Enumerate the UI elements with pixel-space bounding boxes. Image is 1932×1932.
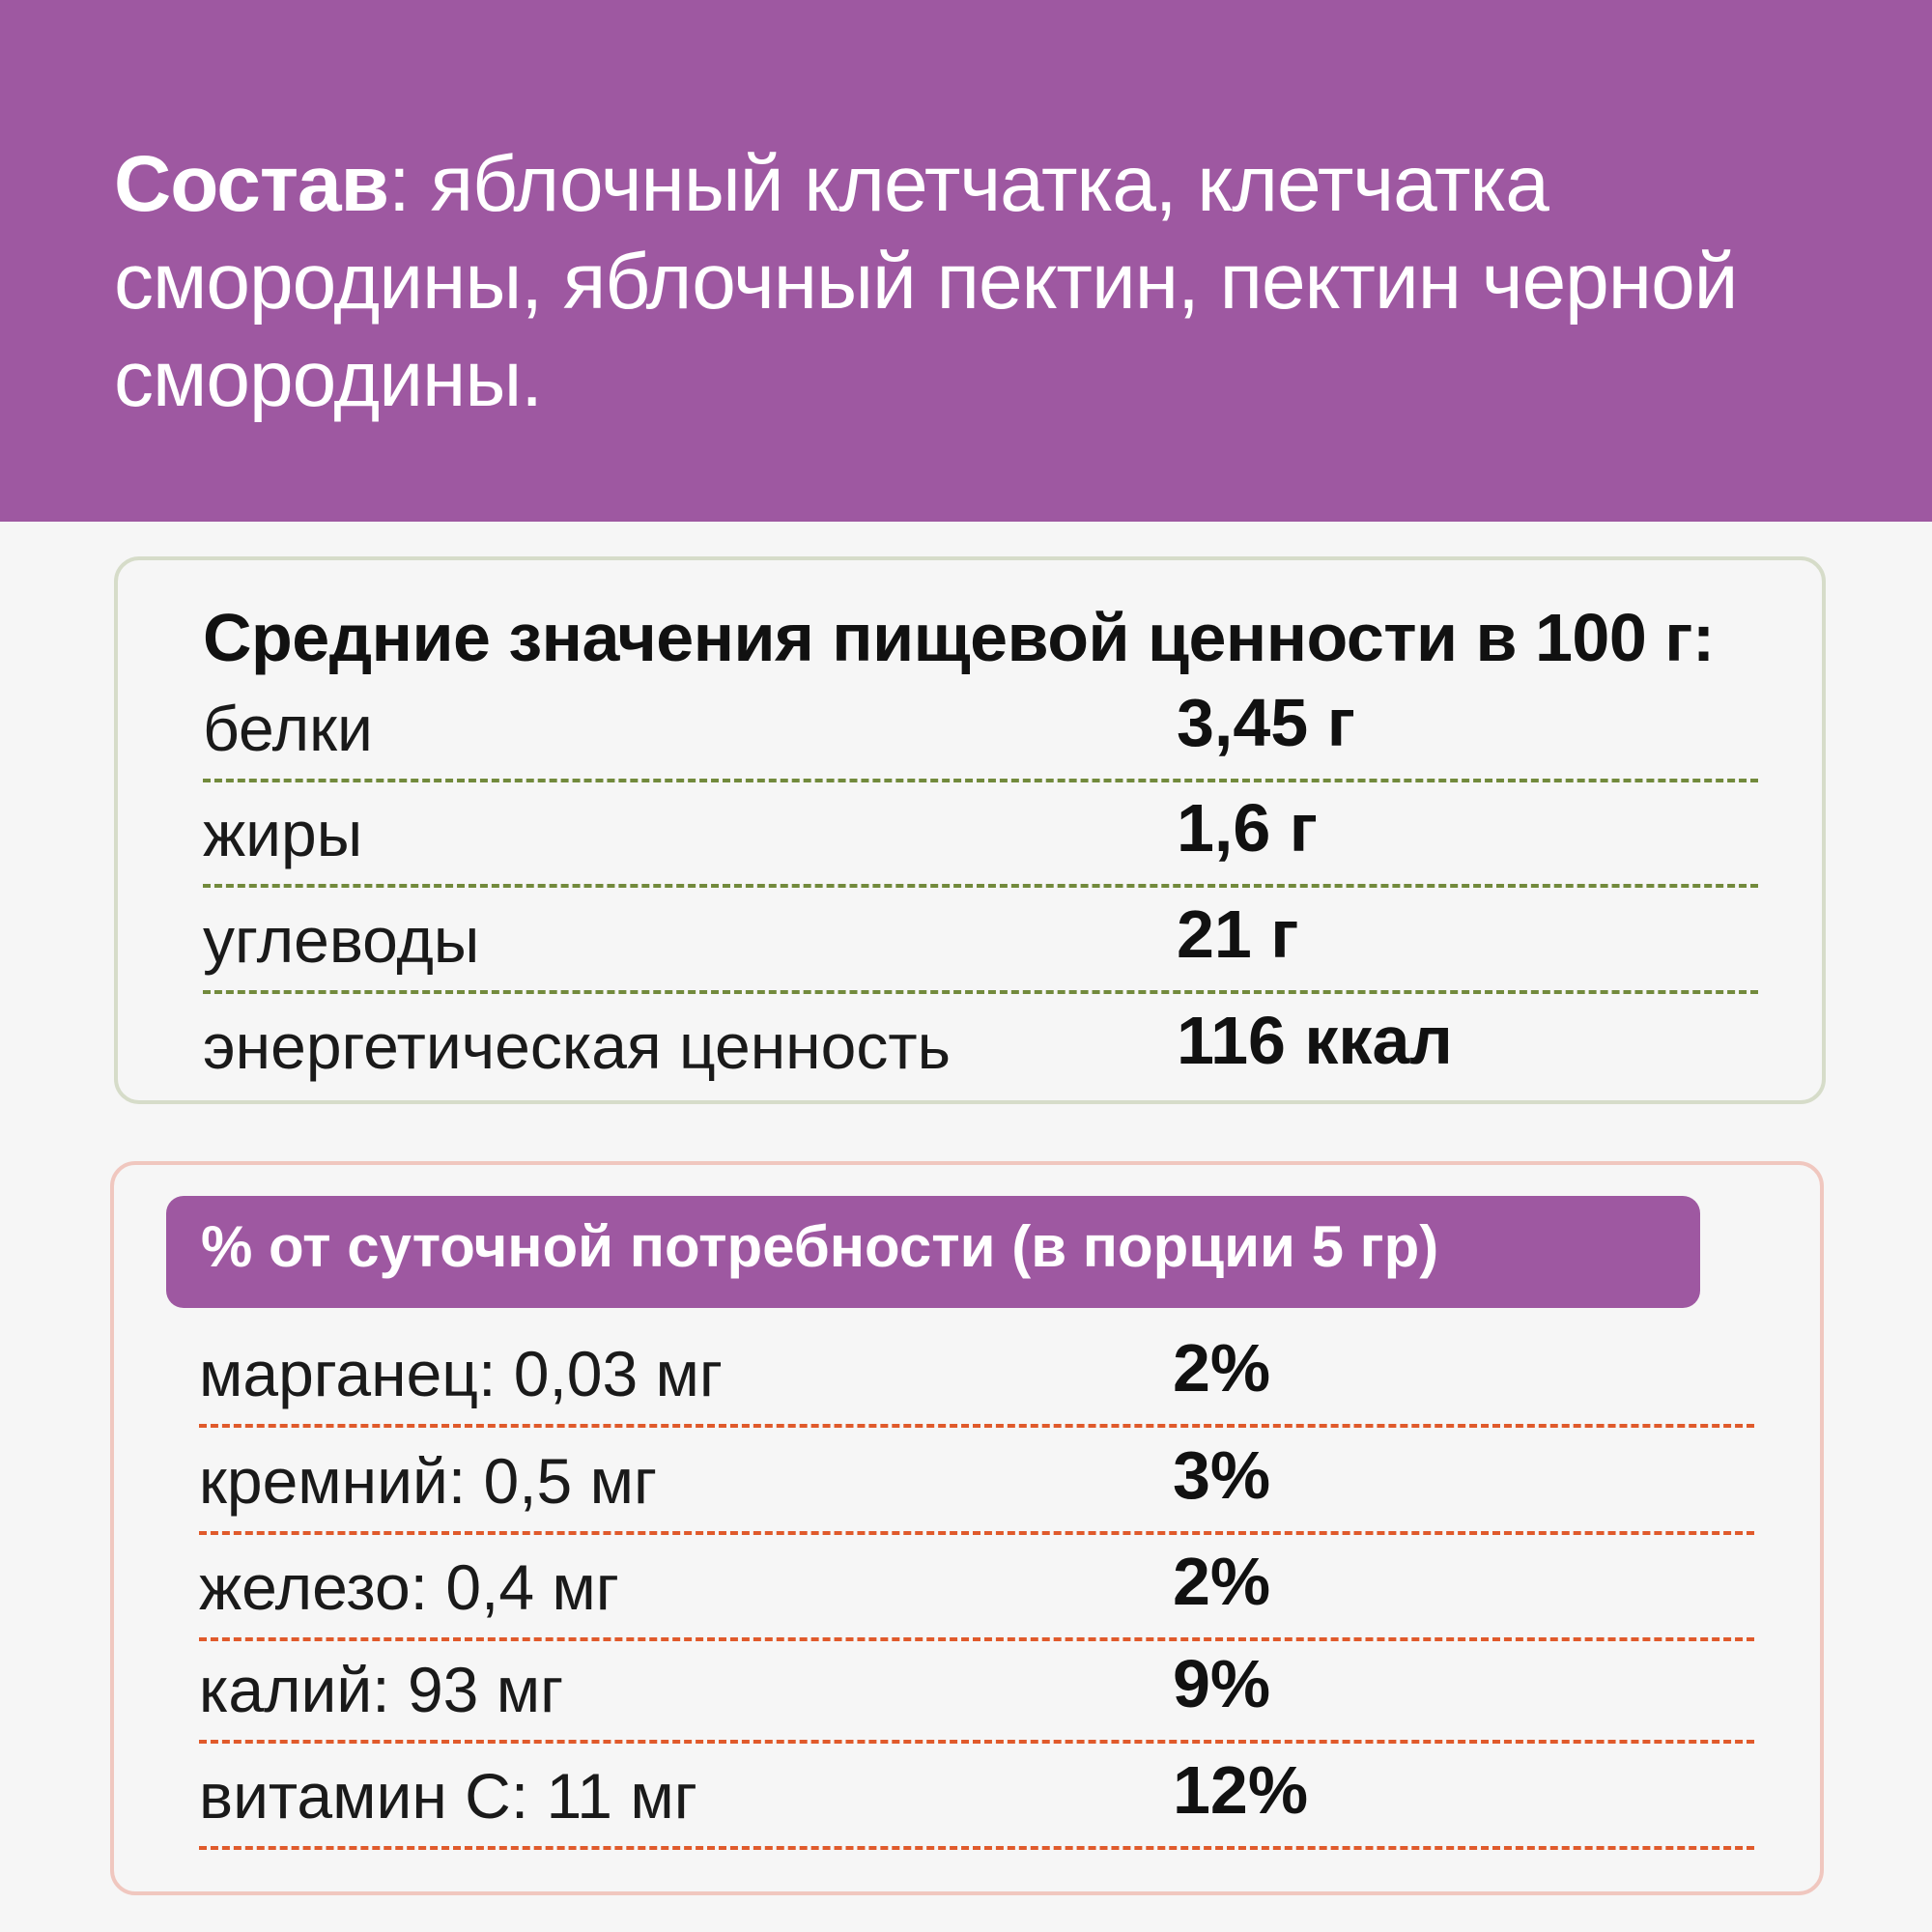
nutrition-row-energy: [203, 1000, 1758, 1096]
daily-row-name: железо: 0,4 мг: [199, 1551, 619, 1623]
daily-row-name: витамин С: 11 мг: [199, 1760, 697, 1832]
nutrition-row-value: 116 ккал: [1177, 1003, 1453, 1078]
daily-row-iron: [199, 1541, 1754, 1641]
composition-banner: [0, 0, 1932, 522]
nutrition-row-value: 1,6 г: [1177, 790, 1318, 866]
composition-label: Состав: [114, 140, 389, 228]
nutrition-row-value: 3,45 г: [1177, 685, 1355, 760]
daily-row-name: марганец: 0,03 мг: [199, 1338, 723, 1409]
daily-value-title: % от суточной потребности (в порции 5 гр): [201, 1214, 1439, 1279]
nutrition-row-name: жиры: [203, 798, 363, 869]
nutrition-row-fat: [203, 787, 1758, 888]
daily-row-name: кремний: 0,5 мг: [199, 1445, 658, 1517]
daily-row-vitamin-c: [199, 1749, 1754, 1850]
nutrition-row-protein: [203, 682, 1758, 782]
daily-row-value: 2%: [1173, 1544, 1271, 1619]
nutrition-row-name: белки: [203, 693, 373, 764]
daily-value-header: [166, 1196, 1700, 1308]
nutrition-row-value: 21 г: [1177, 896, 1299, 972]
daily-row-value: 9%: [1173, 1646, 1271, 1721]
daily-row-value: 3%: [1173, 1437, 1271, 1513]
nutrition-card: [114, 556, 1826, 1104]
composition-text: [114, 135, 1826, 428]
nutrition-row-name: углеводы: [203, 904, 480, 976]
composition-ingredients: : яблочный клетчатка, клетчатка смородины, яблочный пектин, пектин черной смородины.: [114, 140, 1738, 423]
nutrition-row-name: энергетическая ценность: [203, 1010, 951, 1082]
daily-row-silicon: [199, 1435, 1754, 1535]
daily-value-card: [110, 1161, 1824, 1895]
daily-row-value: 2%: [1173, 1330, 1271, 1406]
daily-row-manganese: [199, 1327, 1754, 1428]
daily-row-potassium: [199, 1643, 1754, 1744]
daily-row-name: калий: 93 мг: [199, 1654, 564, 1725]
nutrition-row-carbs: [203, 894, 1758, 994]
nutrition-title: Средние значения пищевой ценности в 100 г:: [203, 600, 1715, 675]
daily-row-value: 12%: [1173, 1752, 1309, 1828]
